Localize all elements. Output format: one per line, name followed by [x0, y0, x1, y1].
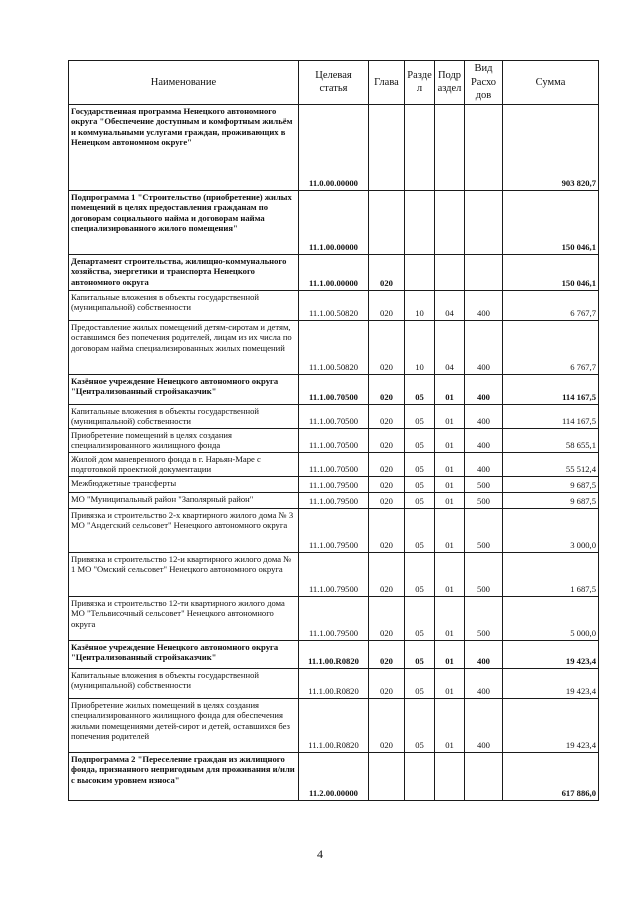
row-target-article-cell: 11.1.00.50820: [299, 320, 369, 374]
row-chapter-cell: 020: [369, 492, 405, 508]
row-section-cell: 05: [405, 428, 435, 452]
row-expense-type-cell: [465, 752, 503, 800]
row-sum-cell: 5 000,0: [503, 596, 599, 640]
row-sum-cell: 55 512,4: [503, 452, 599, 476]
page-number: 4: [317, 847, 323, 861]
row-name-cell: Капитальные вложения в объекты государственной (муниципальной) собственности: [69, 290, 299, 320]
row-section-cell: 05: [405, 596, 435, 640]
budget-table: [68, 60, 599, 801]
row-expense-type-cell: 400: [465, 428, 503, 452]
table-row: [69, 508, 599, 552]
row-subsection-cell: 04: [435, 290, 465, 320]
row-target-article-cell: 11.1.00.R0820: [299, 668, 369, 698]
row-name-cell: Межбюджетные трансферты: [69, 476, 299, 492]
row-sum-cell: 903 820,7: [503, 104, 599, 190]
table-row: [69, 752, 599, 800]
row-chapter-cell: 020: [369, 508, 405, 552]
row-expense-type-cell: [465, 254, 503, 290]
row-subsection-cell: 04: [435, 320, 465, 374]
row-subsection-cell: 01: [435, 596, 465, 640]
row-chapter-cell: [369, 104, 405, 190]
row-target-article-cell: 11.1.00.79500: [299, 476, 369, 492]
row-target-article-cell: 11.1.00.70500: [299, 404, 369, 428]
row-sum-cell: 19 423,4: [503, 640, 599, 668]
row-expense-type-cell: 500: [465, 596, 503, 640]
row-expense-type-cell: 400: [465, 374, 503, 404]
row-sum-cell: 1 687,5: [503, 552, 599, 596]
table-row: [69, 452, 599, 476]
row-expense-type-cell: 500: [465, 508, 503, 552]
row-name-cell: Привязка и строительство 2-х квартирного жилого дома № 3 МО "Андегский сельсовет" Ненецкого автономного округа: [69, 508, 299, 552]
row-name-cell: Приобретение помещений в целях создания специализированного жилищного фонда: [69, 428, 299, 452]
row-chapter-cell: 020: [369, 452, 405, 476]
table-row: [69, 320, 599, 374]
row-subsection-cell: 01: [435, 492, 465, 508]
table-row: [69, 552, 599, 596]
row-expense-type-cell: 400: [465, 290, 503, 320]
row-name-cell: Государственная программа Ненецкого автономного округа "Обеспечение доступным и комфортным жильём и коммунальными услугами граждан, проживающих в Ненецком автономном округе": [69, 104, 299, 190]
row-chapter-cell: 020: [369, 596, 405, 640]
row-subsection-cell: 01: [435, 668, 465, 698]
row-sum-cell: 19 423,4: [503, 698, 599, 752]
row-chapter-cell: 020: [369, 404, 405, 428]
table-row: [69, 428, 599, 452]
row-chapter-cell: 020: [369, 374, 405, 404]
header-chapter: Глава: [369, 61, 405, 105]
row-target-article-cell: 11.0.00.00000: [299, 104, 369, 190]
table-row: [69, 476, 599, 492]
row-target-article-cell: 11.1.00.00000: [299, 254, 369, 290]
row-sum-cell: 9 687,5: [503, 492, 599, 508]
row-sum-cell: 6 767,7: [503, 290, 599, 320]
row-name-cell: Казённое учреждение Ненецкого автономного округа "Централизованный стройзаказчик": [69, 374, 299, 404]
row-section-cell: 05: [405, 476, 435, 492]
header-sum: Сумма: [503, 61, 599, 105]
row-target-article-cell: 11.1.00.00000: [299, 190, 369, 254]
row-target-article-cell: 11.1.00.70500: [299, 374, 369, 404]
row-subsection-cell: 01: [435, 452, 465, 476]
row-name-cell: Капитальные вложения в объекты государственной (муниципальной) собственности: [69, 404, 299, 428]
row-section-cell: [405, 752, 435, 800]
row-chapter-cell: 020: [369, 552, 405, 596]
row-expense-type-cell: 400: [465, 640, 503, 668]
row-chapter-cell: 020: [369, 640, 405, 668]
row-target-article-cell: 11.1.00.50820: [299, 290, 369, 320]
row-expense-type-cell: 500: [465, 492, 503, 508]
row-subsection-cell: [435, 190, 465, 254]
table-row: [69, 492, 599, 508]
row-section-cell: 05: [405, 404, 435, 428]
row-chapter-cell: 020: [369, 476, 405, 492]
row-expense-type-cell: 400: [465, 452, 503, 476]
row-name-cell: Подпрограмма 1 "Строительство (приобретение) жилых помещений в целях предоставления гражданам по договорам социального найма и договорам найма специализированного жилого помещения": [69, 190, 299, 254]
row-chapter-cell: [369, 752, 405, 800]
header-subsection: Подр аздел: [435, 61, 465, 105]
row-target-article-cell: 11.1.00.70500: [299, 428, 369, 452]
row-name-cell: Предоставление жилых помещений детям-сиротам и детям, оставшимся без попечения родителей, лицам из их числа по договорам найма специализированных жилых помещений: [69, 320, 299, 374]
header-section: Разде л: [405, 61, 435, 105]
row-target-article-cell: 11.1.00.R0820: [299, 698, 369, 752]
row-name-cell: Привязка и строительство 12-и квартирного жилого дома № 1 МО "Омский сельсовет" Ненецкого автономного округа: [69, 552, 299, 596]
row-name-cell: Подпрограмма 2 "Переселение граждан из жилищного фонда, признанного непригодным для проживания и/или с высоким уровнем износа": [69, 752, 299, 800]
row-target-article-cell: 11.1.00.79500: [299, 552, 369, 596]
row-section-cell: 05: [405, 668, 435, 698]
row-sum-cell: 114 167,5: [503, 374, 599, 404]
row-sum-cell: 19 423,4: [503, 668, 599, 698]
row-chapter-cell: [369, 190, 405, 254]
row-subsection-cell: 01: [435, 640, 465, 668]
row-section-cell: 05: [405, 508, 435, 552]
row-chapter-cell: 020: [369, 254, 405, 290]
header-expense-type: Вид Расхо дов: [465, 61, 503, 105]
row-sum-cell: 3 000,0: [503, 508, 599, 552]
row-expense-type-cell: [465, 190, 503, 254]
row-target-article-cell: 11.1.00.70500: [299, 452, 369, 476]
row-section-cell: [405, 190, 435, 254]
row-target-article-cell: 11.1.00.79500: [299, 508, 369, 552]
row-expense-type-cell: [465, 104, 503, 190]
table-row: [69, 104, 599, 190]
row-subsection-cell: 01: [435, 552, 465, 596]
row-target-article-cell: 11.2.00.00000: [299, 752, 369, 800]
row-chapter-cell: 020: [369, 698, 405, 752]
row-target-article-cell: 11.1.00.R0820: [299, 640, 369, 668]
table-row: [69, 190, 599, 254]
row-subsection-cell: 01: [435, 374, 465, 404]
row-sum-cell: 6 767,7: [503, 320, 599, 374]
header-name: Наименование: [69, 61, 299, 105]
row-sum-cell: 9 687,5: [503, 476, 599, 492]
row-section-cell: 10: [405, 290, 435, 320]
row-section-cell: 05: [405, 374, 435, 404]
table-row: [69, 640, 599, 668]
row-sum-cell: 617 886,0: [503, 752, 599, 800]
row-subsection-cell: 01: [435, 508, 465, 552]
row-expense-type-cell: 400: [465, 698, 503, 752]
row-name-cell: Приобретение жилых помещений в целях создания специализированного жилищного фонда для обеспечения жильми помещениями детей-сирот и детей, оставшихся без попечения родителей: [69, 698, 299, 752]
row-subsection-cell: 01: [435, 428, 465, 452]
row-sum-cell: 58 655,1: [503, 428, 599, 452]
table-row: [69, 254, 599, 290]
row-chapter-cell: 020: [369, 428, 405, 452]
row-sum-cell: 150 046,1: [503, 190, 599, 254]
row-section-cell: 05: [405, 552, 435, 596]
table-row: [69, 596, 599, 640]
row-expense-type-cell: 500: [465, 552, 503, 596]
row-section-cell: [405, 104, 435, 190]
row-subsection-cell: [435, 104, 465, 190]
table-row: [69, 290, 599, 320]
row-chapter-cell: 020: [369, 290, 405, 320]
row-sum-cell: 114 167,5: [503, 404, 599, 428]
row-subsection-cell: 01: [435, 404, 465, 428]
row-name-cell: Жилой дом маневренного фонда в г. Нарьян-Маре с подготовкой проектной документации: [69, 452, 299, 476]
row-expense-type-cell: 400: [465, 320, 503, 374]
table-row: [69, 698, 599, 752]
table-row: [69, 404, 599, 428]
row-target-article-cell: 11.1.00.79500: [299, 492, 369, 508]
table-row: [69, 668, 599, 698]
row-subsection-cell: [435, 254, 465, 290]
header-target-article: Целевая статья: [299, 61, 369, 105]
row-name-cell: Привязка и строительство 12-ти квартирного жилого дома МО "Тельвисочный сельсовет" Ненецкого автономного округа: [69, 596, 299, 640]
row-name-cell: Департамент строительства, жилищно-коммунального хозяйства, энергетики и транспорта Ненецкого автономного округа: [69, 254, 299, 290]
row-expense-type-cell: 500: [465, 476, 503, 492]
budget-sheet: [68, 60, 598, 801]
row-subsection-cell: 01: [435, 698, 465, 752]
row-name-cell: Казённое учреждение Ненецкого автономного округа "Централизованный стройзаказчик": [69, 640, 299, 668]
row-name-cell: МО "Муниципальный район "Заполярный район": [69, 492, 299, 508]
row-section-cell: 05: [405, 492, 435, 508]
row-subsection-cell: 01: [435, 476, 465, 492]
row-section-cell: 05: [405, 698, 435, 752]
table-row: [69, 374, 599, 404]
row-section-cell: 05: [405, 452, 435, 476]
row-subsection-cell: [435, 752, 465, 800]
table-header-row: [69, 61, 599, 105]
row-section-cell: 10: [405, 320, 435, 374]
row-section-cell: [405, 254, 435, 290]
row-chapter-cell: 020: [369, 320, 405, 374]
row-section-cell: 05: [405, 640, 435, 668]
table-body: [69, 104, 599, 800]
row-expense-type-cell: 400: [465, 668, 503, 698]
row-chapter-cell: 020: [369, 668, 405, 698]
row-target-article-cell: 11.1.00.79500: [299, 596, 369, 640]
row-expense-type-cell: 400: [465, 404, 503, 428]
row-sum-cell: 150 046,1: [503, 254, 599, 290]
row-name-cell: Капитальные вложения в объекты государственной (муниципальной) собственности: [69, 668, 299, 698]
